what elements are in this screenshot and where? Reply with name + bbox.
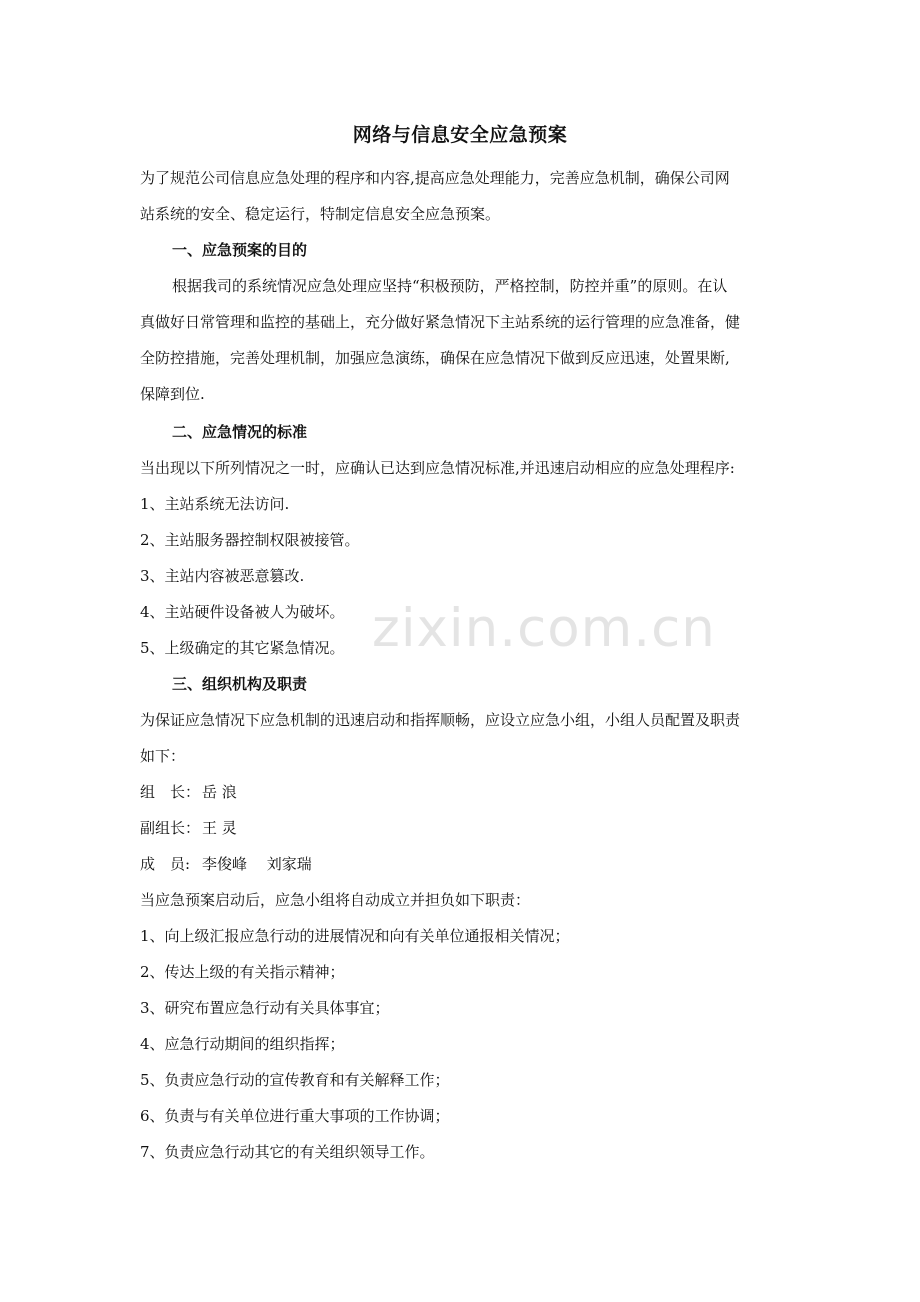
member-names: 岳 浪 [202,783,237,801]
section3-heading: 三、组织机构及职责 [172,675,308,693]
duty-item-4: 4、应急行动期间的组织指挥； [140,1035,345,1053]
intro-line-1: 为了规范公司信息应急处理的程序和内容,提高应急处理能力，完善应急机制，确保公司网 [140,169,730,187]
member-staff [140,853,312,875]
section2-item-4: 4、主站硬件设备被人为破坏。 [140,603,345,621]
section2-item-1: 1、主站系统无法访问. [140,495,290,513]
section2-heading: 二、应急情况的标准 [172,423,308,441]
section2-item-5: 5、上级确定的其它紧急情况。 [140,639,345,657]
watermark: zixin.com.cn [372,598,716,659]
duty-item-5: 5、负责应急行动的宣传教育和有关解释工作； [140,1071,450,1089]
section1-line-3: 全防控措施，完善处理机制，加强应急演练，确保在应急情况下做到反应迅速，处置果断, [140,349,730,367]
member-names: 王 灵 [202,819,237,837]
section3-intro-line-2: 如下： [140,747,186,765]
member-deputy [140,817,237,839]
document-title: 网络与信息安全应急预案 [352,124,568,146]
duty-item-6: 6、负责与有关单位进行重大事项的工作协调； [140,1107,450,1125]
section3-intro-line-1: 为保证应急情况下应急机制的迅速启动和指挥顺畅，应设立应急小组，小组人员配置及职责 [140,711,741,729]
duty-item-3: 3、研究布置应急行动有关具体事宜； [140,999,390,1017]
member-leader [140,781,237,803]
member-role: 成 员: [140,855,191,873]
section2-item-2: 2、主站服务器控制权限被接管。 [140,531,360,549]
section2-intro: 当出现以下所列情况之一时，应确认已达到应急情况标准,并迅速启动相应的应急处理程序: [140,459,735,477]
section1-line-4: 保障到位. [140,385,205,403]
duty-item-7: 7、负责应急行动其它的有关组织领导工作。 [140,1143,435,1161]
section2-item-3: 3、主站内容被恶意篡改. [140,567,305,585]
duty-item-1: 1、向上级汇报应急行动的进展情况和向有关单位通报相关情况； [140,927,570,945]
section1-heading: 一、应急预案的目的 [172,241,308,259]
duties-intro: 当应急预案启动后，应急小组将自动成立并担负如下职责： [140,891,531,909]
member-names: 李俊峰 刘家瑞 [202,855,312,873]
duty-item-2: 2、传达上级的有关指示精神； [140,963,345,981]
section1-line-2: 真做好日常管理和监控的基础上，充分做好紧急情况下主站系统的运行管理的应急准备，健 [140,313,741,331]
section1-line-1: 根据我司的系统情况应急处理应坚持“积极预防，严格控制，防控并重”的原则。在认 [172,277,728,295]
member-role: 副组长： [140,819,201,837]
member-role: 组 长： [140,783,201,801]
intro-line-2: 站系统的安全、稳定运行，特制定信息安全应急预案。 [140,205,501,223]
